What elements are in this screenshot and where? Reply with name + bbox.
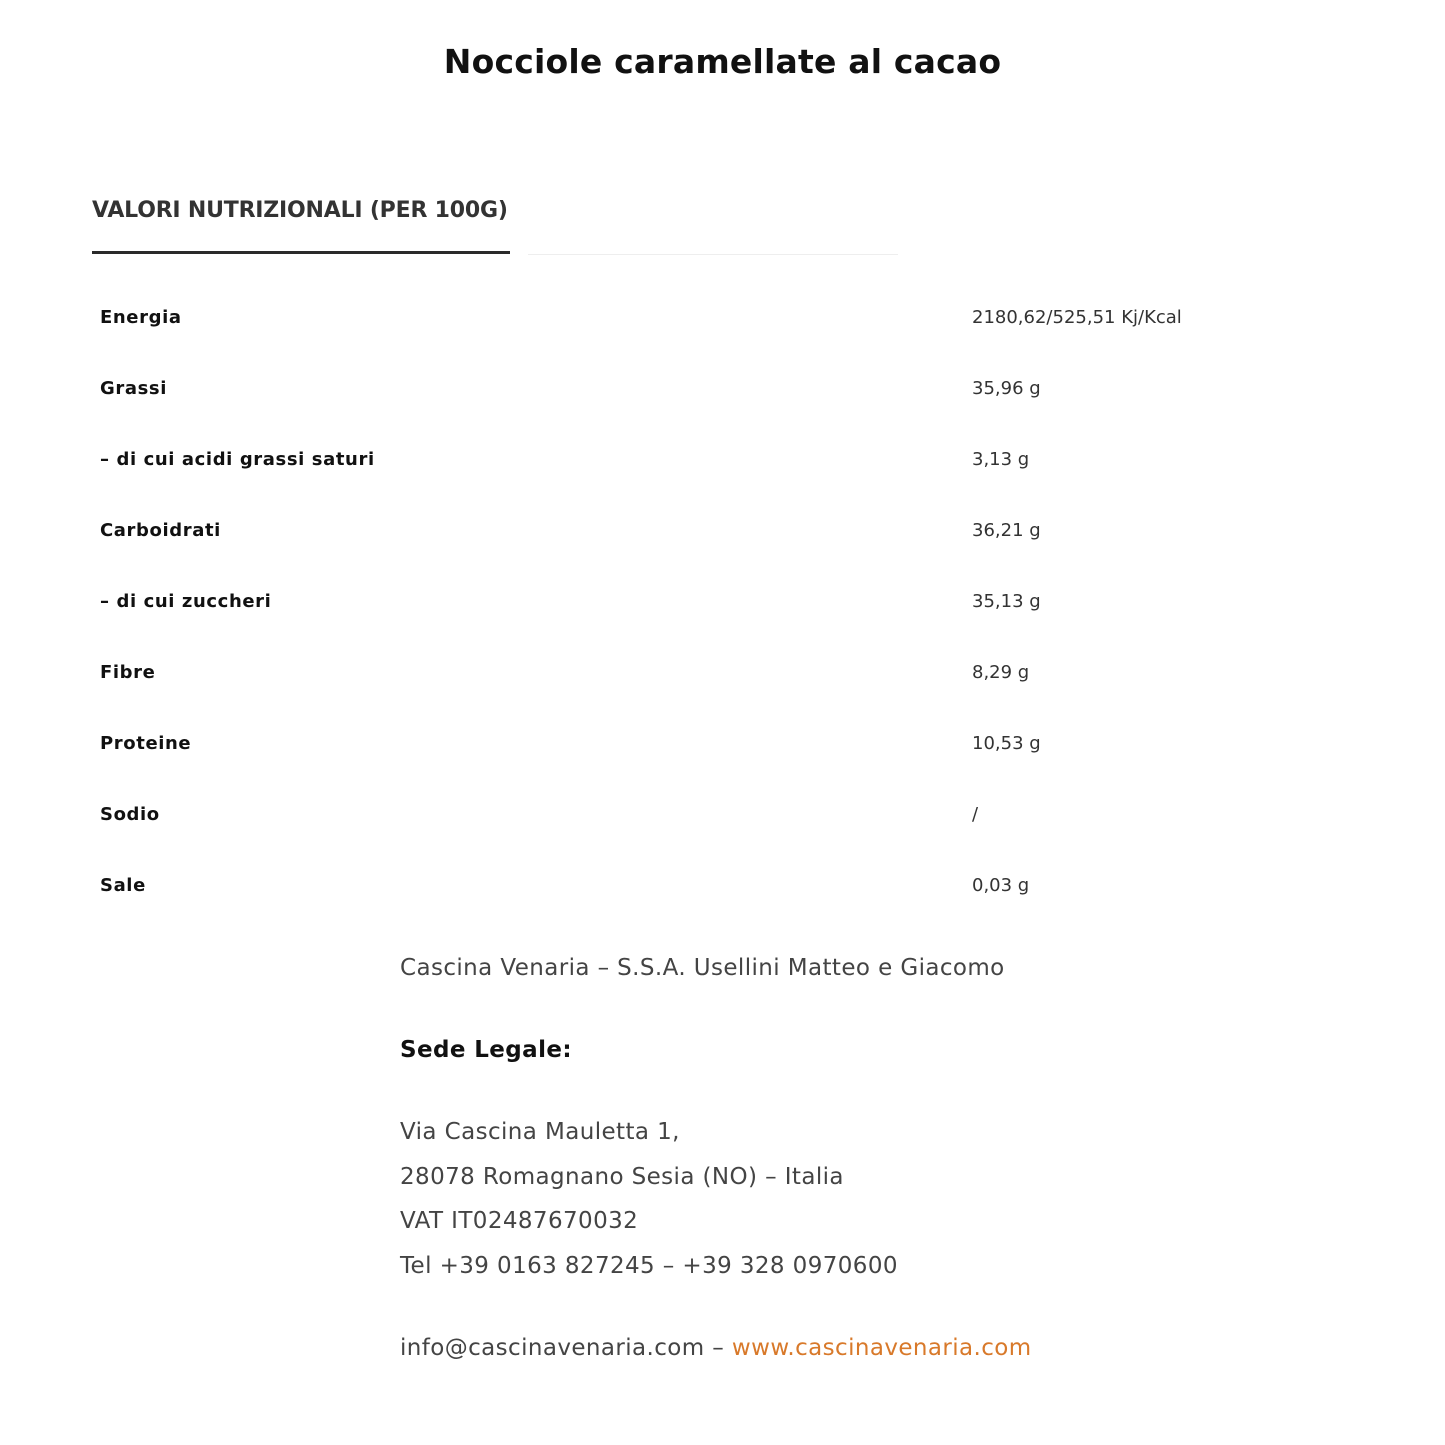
sede-legale-label: Sede Legale: bbox=[400, 1037, 572, 1063]
company-name: Cascina Venaria – S.S.A. Usellini Matteo e Giacomo bbox=[400, 955, 1005, 981]
nutrient-value: 35,13 g bbox=[972, 591, 1041, 612]
nutrient-name: Sodio bbox=[100, 804, 160, 825]
nutrient-value: 0,03 g bbox=[972, 875, 1030, 896]
vat-number: VAT IT02487670032 bbox=[400, 1208, 639, 1234]
contact-line bbox=[400, 1335, 1032, 1361]
address-city: 28078 Romagnano Sesia (NO) – Italia bbox=[400, 1164, 844, 1190]
nutrient-name: Proteine bbox=[100, 733, 192, 754]
nutrition-row-proteine bbox=[100, 711, 1250, 782]
website-link[interactable]: www.cascinavenaria.com bbox=[731, 1335, 1032, 1361]
nutrient-value: 8,29 g bbox=[972, 662, 1030, 683]
nutrient-value: 2180,62/525,51 Kj/Kcal bbox=[972, 307, 1182, 328]
nutrient-name: Fibre bbox=[100, 662, 156, 683]
nutrition-row-sale bbox=[100, 853, 1250, 924]
page-title: Nocciole caramellate al cacao bbox=[443, 42, 1002, 81]
tab-divider bbox=[528, 254, 898, 255]
nutrition-row-zuccheri bbox=[100, 569, 1250, 640]
nutrition-row-energia bbox=[100, 285, 1250, 356]
tab-label: VALORI NUTRIZIONALI (PER 100G) bbox=[92, 198, 508, 223]
nutrition-row-carboidrati bbox=[100, 498, 1250, 569]
tab-bar bbox=[92, 192, 898, 258]
email-link[interactable]: info@cascinavenaria.com bbox=[400, 1335, 705, 1361]
nutrient-name: Sale bbox=[100, 875, 146, 896]
nutrition-row-sodio bbox=[100, 782, 1250, 853]
address-street: Via Cascina Mauletta 1, bbox=[400, 1119, 680, 1145]
nutrition-row-grassi-saturi bbox=[100, 427, 1250, 498]
nutrition-row-fibre bbox=[100, 640, 1250, 711]
nutrient-value: 3,13 g bbox=[972, 449, 1030, 470]
nutrient-value: 35,96 g bbox=[972, 378, 1041, 399]
nutrient-name: Grassi bbox=[100, 378, 167, 399]
tab-nutrition-values[interactable] bbox=[92, 192, 510, 254]
nutrient-name: Energia bbox=[100, 307, 182, 328]
nutrient-name: – di cui acidi grassi saturi bbox=[100, 449, 375, 470]
nutrient-value: 10,53 g bbox=[972, 733, 1041, 754]
nutrient-name: Carboidrati bbox=[100, 520, 221, 541]
nutrient-name: – di cui zuccheri bbox=[100, 591, 272, 612]
nutrition-row-grassi bbox=[100, 356, 1250, 427]
nutrient-value: / bbox=[972, 804, 979, 825]
nutrient-value: 36,21 g bbox=[972, 520, 1041, 541]
nutrition-table bbox=[100, 285, 1250, 924]
telephone-numbers: Tel +39 0163 827245 – +39 328 0970600 bbox=[400, 1253, 898, 1279]
contact-separator: – bbox=[704, 1335, 732, 1361]
